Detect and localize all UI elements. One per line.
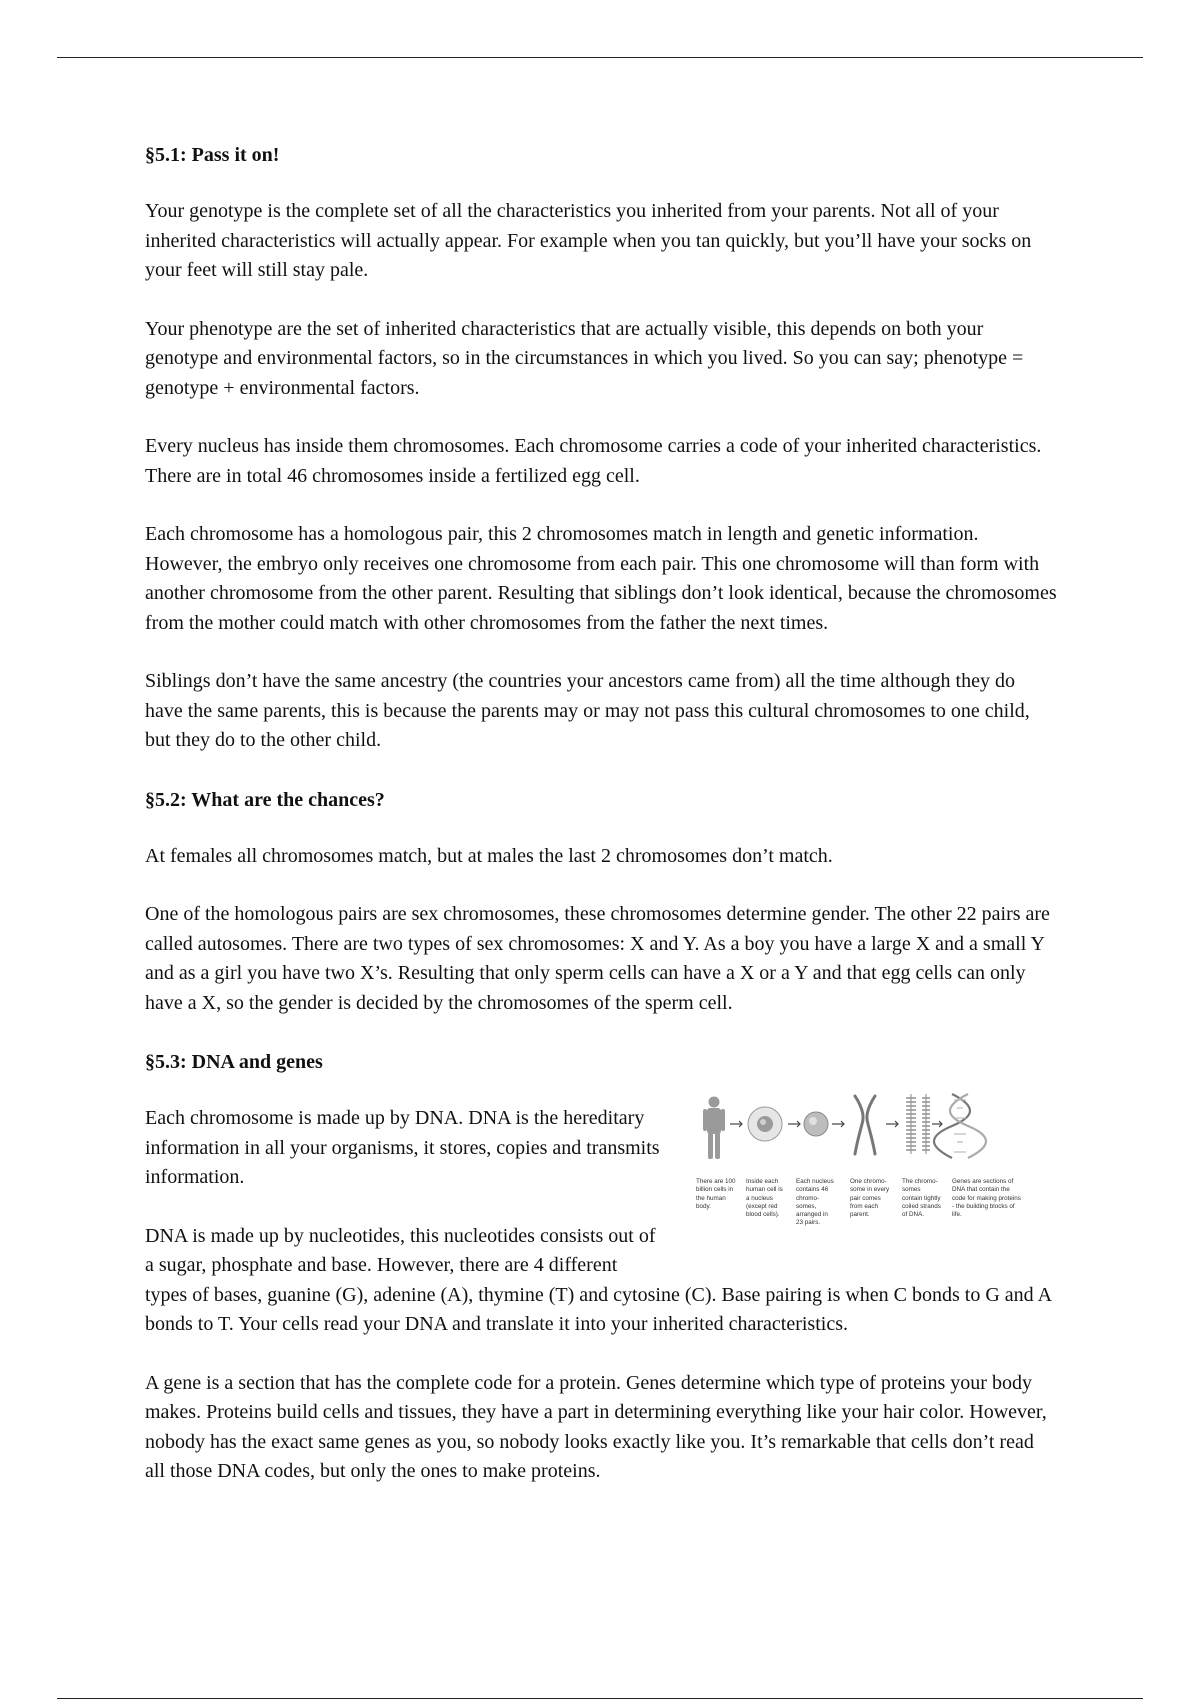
header-rule: [57, 57, 1143, 58]
dna-figure-illustration: [692, 1090, 1057, 1180]
figure-caption-dna-coiled: The chromo- somes contain tightly coiled strands of DNA.: [902, 1178, 941, 1219]
chromosome-icon: [855, 1096, 875, 1154]
paragraph-homologous-pair: Each chromosome has a homologous pair, this 2 chromosomes match in length and genetic information. However, the embryo only receives one chromosome from each pair. This one chromosome will than form with another chromosome from the other parent. Resulting that siblings don’t look identical, because the chromosomes from the mother could match with other chromosomes from the father the next times.: [145, 523, 1057, 634]
paragraph-dna-hereditary: Each chromosome is made up by DNA. DNA is the hereditary information in all your organisms, it stores, copies and transmits information.: [145, 1107, 660, 1188]
paragraph-nucleus: Every nucleus has inside them chromosomes. Each chromosome carries a code of your inherited characteristics. There are in total 46 chromosomes inside a fertilized egg cell.: [145, 435, 1042, 487]
nucleus-icon: [804, 1112, 828, 1136]
paragraph-genotype: Your genotype is the complete set of all the characteristics you inherited from your parents. Not all of your inherited characteristics will actually appear. For example when you tan quickly, but you’ll have your socks on your feet will still stay pale.: [145, 200, 1032, 281]
figure-caption-46: Each nucleus contains 46 chromo- somes, arranged in 23 pairs.: [796, 1178, 834, 1227]
cell-icon: [748, 1107, 782, 1141]
section-heading-5-3: §5.3: DNA and genes: [145, 1051, 323, 1073]
coiled-dna-icon: [906, 1094, 930, 1154]
paragraph-gene: A gene is a section that has the complete code for a protein. Genes determine which type of proteins your body makes. Proteins build cells and tissues, they have a part in determining everything like your hair color. However, nobody has the exact same genes as you, so nobody looks exactly like you. It’s remarkable that cells don’t read all those DNA codes, but only the ones to make proteins.: [145, 1371, 1047, 1482]
section-heading-5-2: §5.2: What are the chances?: [145, 788, 385, 811]
paragraph-females-males: At females all chromosomes match, but at males the last 2 chromosomes don’t match.: [145, 844, 833, 867]
figure-caption-genes: Genes are sections of DNA that contain the code for making proteins - the building blocks of life.: [952, 1178, 1021, 1219]
paragraph-siblings: Siblings don’t have the same ancestry (the countries your ancestors came from) all the time although they do have the same parents, this is because the parents may or may not pass this cultural chromosomes to one child, but they do to the other child.: [145, 670, 1030, 751]
dna-helix-icon: [934, 1094, 986, 1158]
human-body-icon: [703, 1097, 725, 1160]
footer-rule: [57, 1698, 1143, 1699]
figure-caption-parent: One chromo- some in every pair comes from each parent.: [850, 1178, 890, 1219]
dna-figure: [692, 1090, 1057, 1258]
paragraph-nucleotides: DNA is made up by nucleotides, this nucleotides consists out of a sugar, phosphate and base. However, there are 4 different types of bases, guanine (G), adenine (A), thymine (T) and cytosine (C). Base pairing is when C bonds to G and A bonds to T. Your cells read your DNA and translate it into your inherited characteristics.: [145, 1224, 1051, 1335]
figure-caption-nucleus: Inside each human cell is a nucleus (except red blood cells).: [746, 1178, 783, 1219]
document-body: [145, 140, 1057, 1516]
section-heading-5-1: §5.1: Pass it on!: [145, 144, 280, 166]
paragraph-phenotype: Your phenotype are the set of inherited characteristics that are actually visible, this depends on both your genotype and environmental factors, so in the circumstances in which you lived. So you can say; phenotype = genotype + environmental factors.: [145, 317, 1024, 399]
figure-caption-cells: There are 100 billion cells in the human body.: [696, 1178, 736, 1210]
paragraph-sex-chromosomes: One of the homologous pairs are sex chromosomes, these chromosomes determine gender. The other 22 pairs are called autosomes. There are two types of sex chromosomes: X and Y. As a boy you have a large X and a small Y and as a girl you have two X’s. Resulting that only sperm cells can have a X or a Y and that egg cells can only have a X, so the gender is decided by the chromosomes of the sperm cell.: [145, 903, 1050, 1014]
